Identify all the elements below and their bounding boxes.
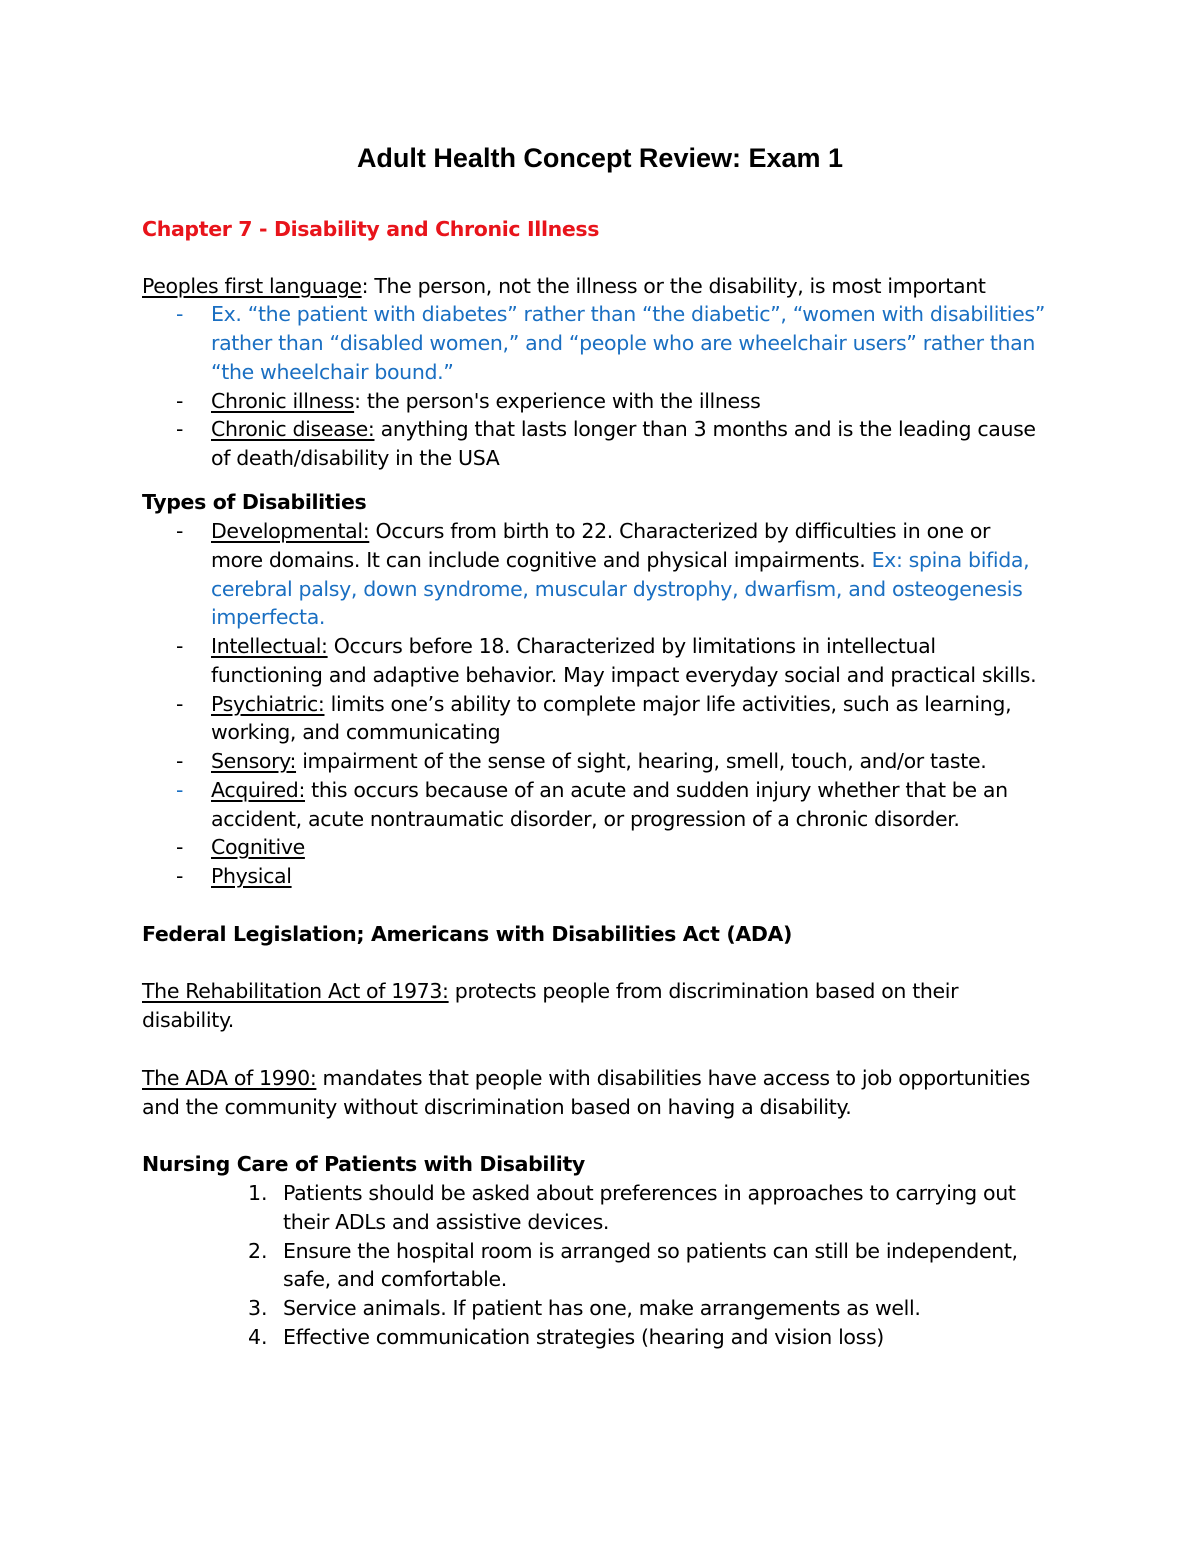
sensory-def: impairment of the sense of sight, hearing, smell, touch, and/or taste.	[296, 749, 987, 773]
chronic-illness-def: : the person's experience with the illness	[354, 389, 761, 413]
nursing-item-line: Patients should be asked about preferences in approaches to carrying out	[283, 1181, 1016, 1205]
bullet-dash: -	[176, 835, 184, 859]
sensory-item	[211, 747, 986, 775]
page-title: Adult Health Concept Review: Exam 1	[356, 143, 844, 173]
intellectual-item	[211, 632, 936, 660]
cognitive-item: Cognitive	[211, 835, 305, 859]
developmental-example-cont: cerebral palsy, down syndrome, muscular dystrophy, dwarfism, and osteogenesis	[211, 577, 1023, 601]
developmental-term: Developmental:	[211, 519, 370, 543]
chronic-illness-term: Chronic illness	[211, 389, 355, 413]
bullet-dash: -	[176, 302, 184, 326]
bullet-dash: -	[176, 778, 184, 802]
pfl-example-line: “the wheelchair bound.”	[211, 360, 454, 384]
bullet-dash: -	[176, 864, 184, 888]
acquired-term: Acquired:	[211, 778, 305, 802]
intellectual-term: Intellectual:	[211, 634, 328, 658]
intellectual-def: Occurs before 18. Characterized by limitations in intellectual	[327, 634, 936, 658]
psychiatric-item	[211, 690, 1011, 718]
psychiatric-term: Psychiatric:	[211, 692, 325, 716]
chronic-disease-item	[211, 415, 1036, 443]
developmental-item	[211, 517, 990, 545]
developmental-def: Occurs from birth to 22. Characterized by difficulties in one or	[369, 519, 991, 543]
nursing-item-line: safe, and comfortable.	[283, 1267, 507, 1291]
nursing-item-line: Effective communication strategies (hearing and vision loss)	[283, 1325, 884, 1349]
bullet-dash: -	[176, 519, 184, 543]
nursing-item-line: Ensure the hospital room is arranged so patients can still be independent,	[283, 1239, 1018, 1263]
ada-def-cont: and the community without discrimination based on having a disability.	[142, 1095, 852, 1119]
pfl-example-line: Ex. “the patient with diabetes” rather than “the diabetic”, “women with disabilities”	[211, 302, 1045, 326]
bullet-dash: -	[176, 389, 184, 413]
legislation-heading: Federal Legislation; Americans with Disabilities Act (ADA)	[142, 922, 793, 946]
psychiatric-def: limits one’s ability to complete major life activities, such as learning,	[324, 692, 1012, 716]
nursing-item-line: their ADLs and assistive devices.	[283, 1210, 610, 1234]
developmental-example: Ex: spina bifida,	[871, 548, 1030, 572]
ada-def: mandates that people with disabilities have access to job opportunities	[316, 1066, 1030, 1090]
acquired-def: this occurs because of an acute and sudden injury whether that be an	[305, 778, 1008, 802]
nursing-heading: Nursing Care of Patients with Disability	[142, 1152, 585, 1176]
pfl-definition	[142, 272, 986, 300]
chronic-illness-item	[211, 387, 760, 415]
sensory-term: Sensory:	[211, 749, 297, 773]
list-number: 2.	[248, 1239, 268, 1263]
pfl-term: Peoples first language	[142, 274, 362, 298]
rehab-act-def: protects people from discrimination based on their	[448, 979, 959, 1003]
developmental-def-cont	[211, 546, 1029, 574]
list-number: 1.	[248, 1181, 268, 1205]
list-number: 4.	[248, 1325, 268, 1349]
acquired-item	[211, 776, 1008, 804]
chronic-disease-def: anything that lasts longer than 3 months and is the leading cause	[374, 417, 1036, 441]
nursing-item-line: Service animals. If patient has one, make arrangements as well.	[283, 1296, 921, 1320]
rehab-act-term: The Rehabilitation Act of 1973:	[142, 979, 449, 1003]
rehab-act-item	[142, 977, 958, 1005]
list-number: 3.	[248, 1296, 268, 1320]
acquired-def-cont: accident, acute nontraumatic disorder, or progression of a chronic disorder.	[211, 807, 960, 831]
chronic-disease-term: Chronic disease:	[211, 417, 375, 441]
bullet-dash: -	[176, 749, 184, 773]
physical-item: Physical	[211, 864, 292, 888]
chronic-disease-def-cont: of death/disability in the USA	[211, 446, 500, 470]
ada-term: The ADA of 1990:	[142, 1066, 317, 1090]
pfl-def: : The person, not the illness or the disability, is most important	[361, 274, 986, 298]
chapter-heading: Chapter 7 - Disability and Chronic Illness	[142, 217, 600, 241]
bullet-dash: -	[176, 417, 184, 441]
pfl-example-line: rather than “disabled women,” and “people who are wheelchair users” rather than	[211, 331, 1036, 355]
bullet-dash: -	[176, 634, 184, 658]
types-heading: Types of Disabilities	[142, 490, 367, 514]
bullet-dash: -	[176, 692, 184, 716]
rehab-act-def-cont: disability.	[142, 1008, 234, 1032]
developmental-def-text: more domains. It can include cognitive and physical impairments.	[211, 548, 872, 572]
intellectual-def-cont: functioning and adaptive behavior. May impact everyday social and practical skills.	[211, 663, 1037, 687]
psychiatric-def-cont: working, and communicating	[211, 720, 501, 744]
developmental-example-cont: imperfecta.	[211, 605, 326, 629]
ada-item	[142, 1064, 1030, 1092]
